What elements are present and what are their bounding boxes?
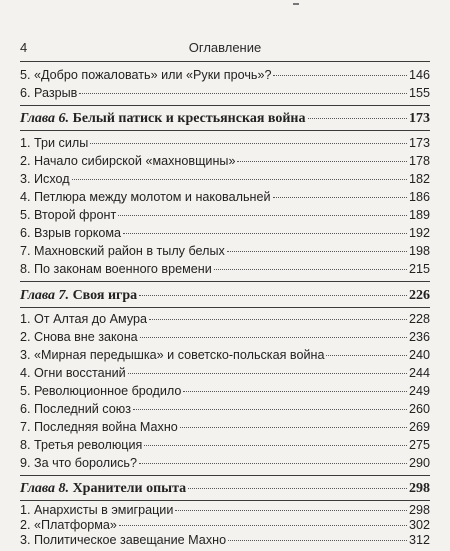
toc-entry-page: 189: [408, 208, 430, 222]
leader-dots: [175, 510, 407, 511]
toc-entry-label: 1. Анархисты в эмиграции: [20, 503, 174, 517]
header-rule: [20, 61, 430, 62]
toc-entry: [20, 136, 430, 154]
toc-entry-label: 1. От Алтая до Амура: [20, 312, 147, 326]
leader-dots: [90, 143, 407, 144]
leader-dots: [214, 269, 407, 270]
leader-dots: [79, 93, 407, 94]
leader-dots: [188, 488, 407, 489]
toc-entry-page: 146: [408, 68, 430, 82]
toc-entry-page: 182: [408, 172, 430, 186]
toc-entry-page: 173: [408, 136, 430, 150]
leader-dots: [119, 525, 407, 526]
toc-entry-page: 312: [408, 533, 430, 547]
chapter-prefix: Глава 8.: [20, 481, 70, 496]
toc-entry: [20, 86, 430, 104]
leader-dots: [149, 319, 407, 320]
leader-dots: [228, 540, 407, 541]
section-rule: [20, 475, 430, 476]
leader-dots: [140, 337, 407, 338]
leader-dots: [139, 463, 407, 464]
toc-entry-page: 186: [408, 190, 430, 204]
chapter-title: Хранители опыта: [72, 481, 187, 496]
toc-entry-label: 3. Исход: [20, 172, 70, 186]
toc-entry-label: 6. Последний союз: [20, 402, 131, 416]
section-rule: [20, 500, 430, 501]
toc-entry: [20, 348, 430, 366]
toc-entry-page: 249: [408, 384, 430, 398]
toc-entry-page: 236: [408, 330, 430, 344]
leader-dots: [128, 373, 407, 374]
toc-entry-label: 6. Разрыв: [20, 86, 78, 100]
toc-entry-page: 240: [408, 348, 430, 362]
toc-entry-page: 260: [408, 402, 430, 416]
toc-entry-label: 3. Политическое завещание Махно: [20, 533, 227, 547]
toc-entry-page: 269: [408, 420, 430, 434]
toc-entry-label: 5. «Добро пожаловать» или «Руки прочь»?: [20, 68, 272, 82]
chapter-heading: [20, 481, 430, 499]
chapter-heading: [20, 288, 430, 306]
toc-entry: [20, 68, 430, 86]
toc-entry-label: 2. «Платформа»: [20, 518, 117, 532]
toc-entry: [20, 384, 430, 402]
leader-dots: [308, 118, 408, 119]
toc-entry-label: 5. Революционное бродило: [20, 384, 182, 398]
toc-entry-label: 5. Второй фронт: [20, 208, 117, 222]
toc-entry-page: 215: [408, 262, 430, 276]
section-rule: [20, 307, 430, 308]
leader-dots: [72, 179, 407, 180]
toc-entry: [20, 226, 430, 244]
leader-dots: [123, 233, 407, 234]
toc-entry-page: 290: [408, 456, 430, 470]
toc-entry-label: 9. За что боролись?: [20, 456, 137, 470]
leader-dots: [227, 251, 407, 252]
leader-dots: [118, 215, 407, 216]
toc-entry-page: 244: [408, 366, 430, 380]
toc-entry-page: 302: [408, 518, 430, 532]
running-title: Оглавление: [188, 40, 262, 55]
chapter-prefix: Глава 7.: [20, 288, 70, 303]
toc-entry: [20, 262, 430, 280]
leader-dots: [183, 391, 407, 392]
toc-entry-label: 2. Начало сибирской «махновщины»: [20, 154, 236, 168]
chapter-title: Белый патиск и крестьянская война: [72, 111, 306, 126]
leader-dots: [273, 75, 407, 76]
chapter-prefix: Глава 6.: [20, 111, 70, 126]
toc-entry: [20, 402, 430, 420]
toc-entry: [20, 172, 430, 190]
chapter-heading: [20, 111, 430, 129]
toc-entry-page: 192: [408, 226, 430, 240]
toc-entry: [20, 366, 430, 384]
toc-entry-label: 8. По законам военного времени: [20, 262, 212, 276]
toc-entry-label: 7. Махновский район в тылу белых: [20, 244, 225, 258]
toc-entry-page: 198: [408, 244, 430, 258]
toc-entry-label: 3. «Мирная передышка» и советско-польская война: [20, 348, 325, 362]
toc-entry: [20, 190, 430, 208]
chapter-label: [20, 481, 186, 497]
chapter-label: [20, 288, 137, 304]
toc-entry: [20, 208, 430, 226]
chapter-page: 226: [409, 288, 430, 303]
toc-entry-label: 7. Последняя война Махно: [20, 420, 178, 434]
running-header: [20, 40, 430, 58]
toc-entry-page: 155: [408, 86, 430, 100]
toc-entry-label: 2. Снова вне закона: [20, 330, 138, 344]
toc-entry: [20, 438, 430, 456]
chapter-title: Своя игра: [72, 288, 138, 303]
print-speck: [293, 3, 299, 5]
toc-entry-page: 275: [408, 438, 430, 452]
toc-entry-label: 1. Три силы: [20, 136, 89, 150]
toc-entry: [20, 456, 430, 474]
section-rule: [20, 281, 430, 282]
toc-entry: [20, 312, 430, 330]
leader-dots: [133, 409, 407, 410]
section-rule: [20, 105, 430, 106]
page-number: 4: [20, 40, 28, 55]
toc-entry-label: 6. Взрыв горкома: [20, 226, 122, 240]
chapter-page: 298: [409, 481, 430, 496]
leader-dots: [237, 161, 407, 162]
toc-entry: [20, 420, 430, 438]
toc-entry-page: 298: [408, 503, 430, 517]
leader-dots: [180, 427, 407, 428]
leader-dots: [144, 445, 407, 446]
leader-dots: [139, 295, 407, 296]
toc-entry-label: 4. Петлюра между молотом и наковальней: [20, 190, 271, 204]
toc-entry-page: 228: [408, 312, 430, 326]
chapter-label: [20, 111, 306, 127]
toc-entry-label: 8. Третья революция: [20, 438, 143, 452]
leader-dots: [326, 355, 407, 356]
section-rule: [20, 130, 430, 131]
toc-entry: [20, 154, 430, 172]
toc-entry-page: 178: [408, 154, 430, 168]
toc-entry-label: 4. Огни восстаний: [20, 366, 126, 380]
toc-entry: [20, 330, 430, 348]
leader-dots: [273, 197, 407, 198]
chapter-page: 173: [409, 111, 430, 126]
toc-entry: [20, 244, 430, 262]
